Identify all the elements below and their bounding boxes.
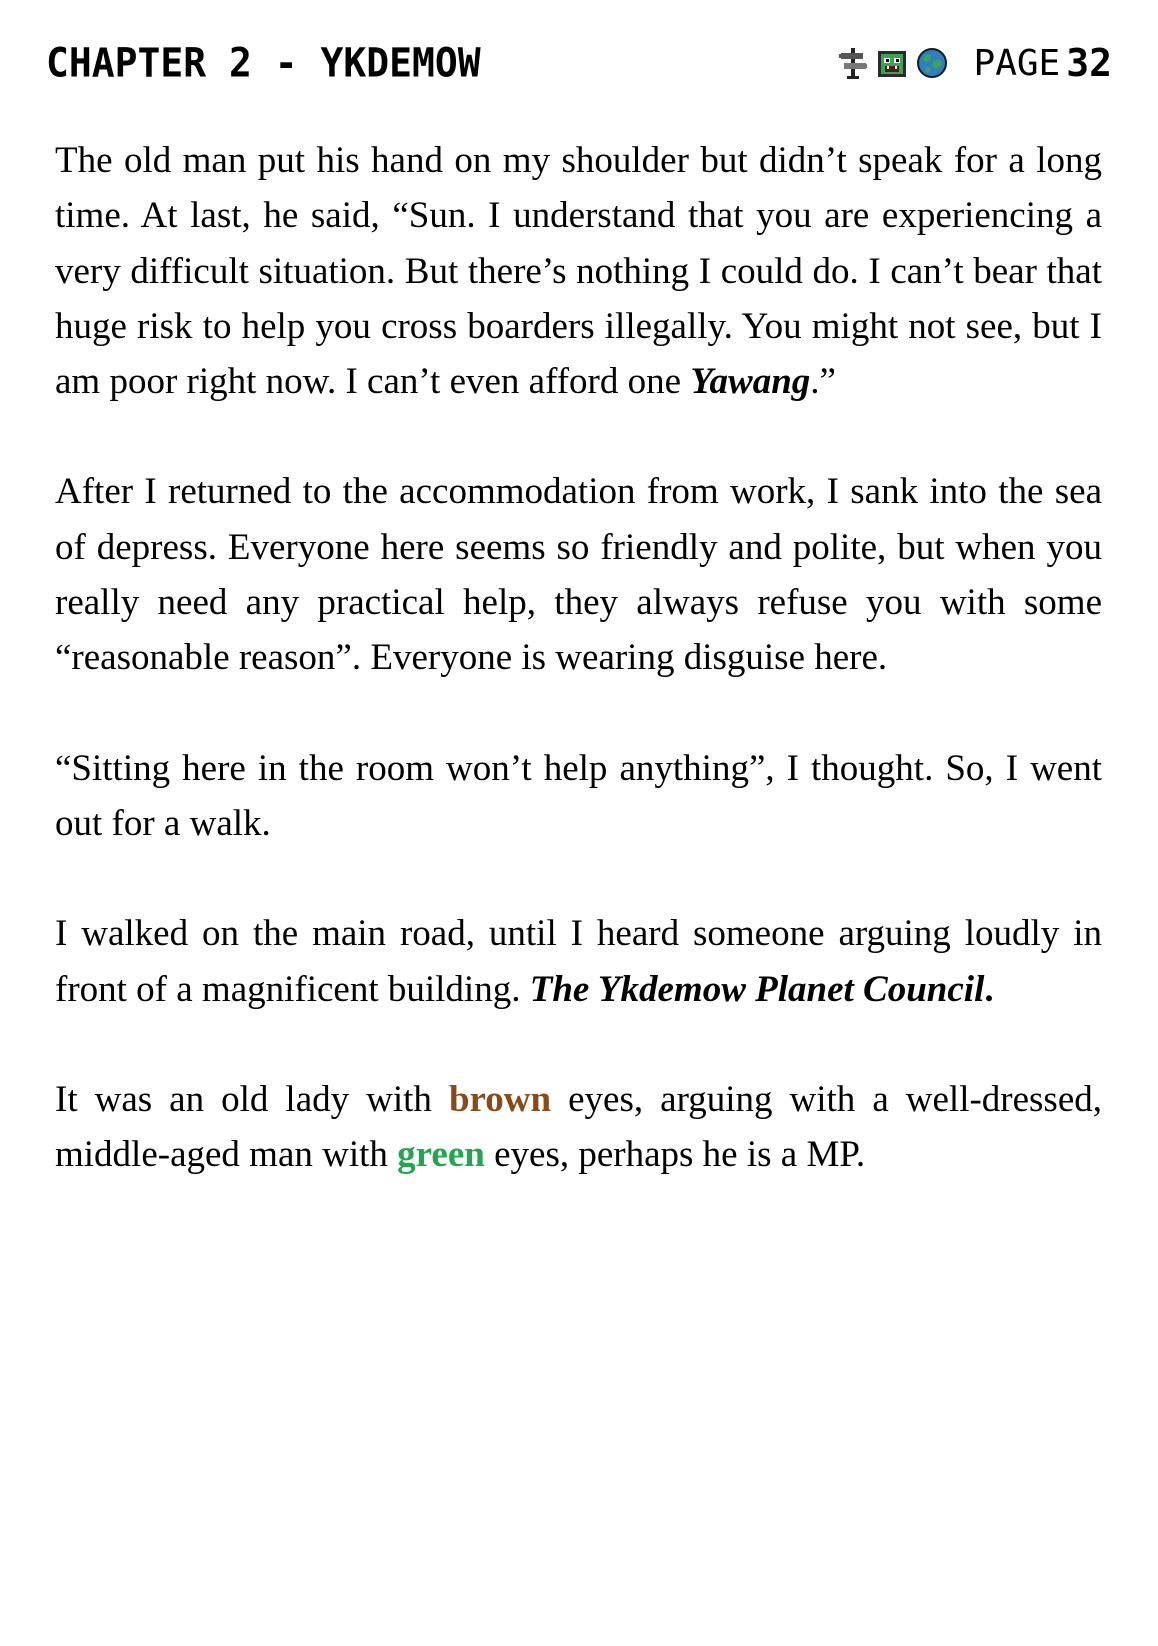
chapter-title: CHAPTER 2 - YKDEMOW <box>46 39 481 87</box>
paragraph-5-text-c: eyes, perhaps he is a MP. <box>484 1134 866 1176</box>
page-number: 32 <box>1066 41 1112 85</box>
page-label: PAGE <box>973 42 1061 84</box>
paragraph-5-text-b: eyes, arguing with a well-dressed, middle-aged man with <box>55 1078 1103 1176</box>
paragraph-2: After I returned to the accommodation from work, I sank into the sea of depress. Everyone here seems so friendly and polite, but when you really need any practical help, they always refuse you with some “reasonable reason”. Everyone is wearing disguise here. <box>55 471 1102 679</box>
paragraph-1-text-b: .” <box>810 361 836 403</box>
story-text <box>55 133 1102 1237</box>
paragraph-1 <box>55 133 1102 409</box>
paragraph-4-text-a: I walked on the main road, until I heard someone arguing loudly in front of a magnificent building. <box>55 913 1102 1010</box>
paragraph-5 <box>55 1072 1102 1183</box>
yawang-emphasis: Yawang <box>690 361 811 403</box>
header-right <box>838 41 1112 85</box>
council-emphasis: The Ykdemow Planet Council <box>529 968 985 1010</box>
header-icons <box>838 46 948 80</box>
paragraph-1-text-a: The old man put his hand on my shoulder but didn’t speak for a long time. At last, he said, “Sun. I understand that you are experiencing a very difficult situation. But there’s nothing I could do. I can’t bear that huge risk to help you cross boarders illegally. You might not see, but I am poor right now. I can’t even afford one <box>55 140 1102 403</box>
paragraph-5-text-a: It was an old lady with <box>55 1078 449 1120</box>
page-header <box>46 40 1112 86</box>
green-word: green <box>397 1134 485 1176</box>
alien-face-icon <box>876 47 908 79</box>
planet-icon <box>916 47 948 79</box>
brown-word: brown <box>448 1078 552 1120</box>
paragraph-3: “Sitting here in the room won’t help anything”, I thought. So, I went out for a walk. <box>55 747 1102 844</box>
paragraph-4 <box>55 906 1102 1017</box>
signpost-icon <box>838 46 868 80</box>
paragraph-4-text-b: . <box>984 968 994 1010</box>
